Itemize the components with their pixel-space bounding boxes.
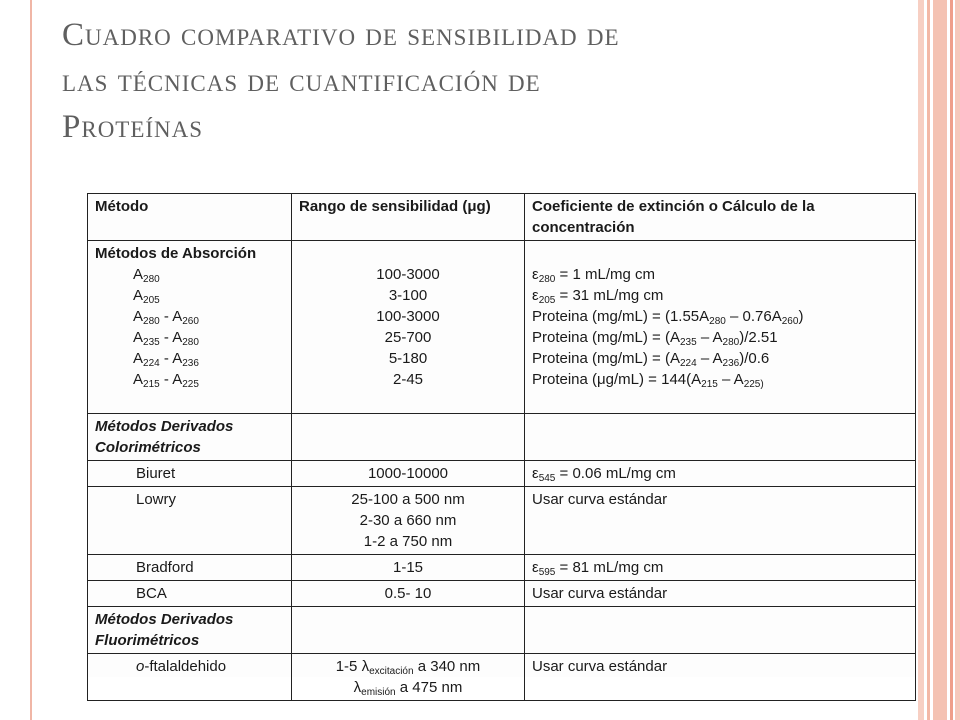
range-value: 25-700 — [384, 329, 432, 346]
method-o-ftalaldehido: o-ftalaldehido — [88, 654, 292, 701]
range-biuret: 1000-10000 — [292, 461, 525, 487]
coef-o-ftalaldehido: Usar curva estándar — [525, 654, 916, 701]
coef-lowry: Usar curva estándar — [525, 487, 916, 555]
group-label-fluorimetricos: Métodos Derivados Fluorimétricos — [88, 607, 292, 654]
absorcion-method-list — [95, 264, 284, 390]
range-value: 5-180 — [388, 350, 428, 367]
coef-line: Proteina $(mg/mL) = (1.55A_{280} - 0.76A_{260})$ — [532, 308, 804, 327]
group-label-colorimetricos: Métodos Derivados Colorimétricos — [88, 414, 292, 461]
method-biuret: Biuret — [88, 461, 292, 487]
title-line-2: las técnicas de cuantificación de — [62, 63, 541, 99]
range-bradford: 1-15 — [292, 555, 525, 581]
sensitivity-table — [87, 193, 916, 701]
coef-line: $\varepsilon_{280} = 1$ mL/mg cm — [532, 266, 655, 285]
coef-line: $\varepsilon_{205} = 31$ mL/mg cm — [532, 287, 664, 306]
sensitivity-table-image — [87, 193, 915, 698]
method-bradford: Bradford — [88, 555, 292, 581]
table-row — [88, 487, 916, 555]
table-row — [88, 555, 916, 581]
slide-right-stripes — [918, 0, 960, 720]
coef-line: Proteina $(mg/mL) = (A_{235} - A_{280})/2.51$ — [532, 329, 778, 348]
table-row-group-colorimetricos — [88, 414, 916, 461]
list-item: $A_{205}$ — [133, 287, 160, 306]
list-item: $A_{215} - A_{225}$ — [133, 371, 199, 390]
coef-biuret: $\varepsilon_{545} = 0.06$ mL/mg cm — [525, 461, 916, 487]
range-value: 2-45 — [392, 371, 424, 388]
table-row — [88, 581, 916, 607]
range-value: 3-100 — [388, 287, 428, 304]
absorcion-coef-cell — [525, 241, 916, 414]
coef-line: Proteina $(\mu g/mL) = 144(A_{215} - A_{225)}$ — [532, 371, 764, 390]
title-line-1: Cuadro comparativo de sensibilidad de — [62, 17, 620, 53]
coef-bca: Usar curva estándar — [525, 581, 916, 607]
table-row-group-fluorimetricos — [88, 607, 916, 654]
list-item: $A_{280}$ — [133, 266, 160, 285]
list-item: $A_{224} - A_{236}$ — [133, 350, 199, 369]
range-value: 100-3000 — [376, 308, 440, 325]
table-row — [88, 461, 916, 487]
coef-line: Proteina $(mg/mL) = (A_{224} - A_{236})/0.6$ — [532, 350, 770, 369]
table-row-absorcion — [88, 241, 916, 414]
slide-left-rule — [30, 0, 32, 720]
range-bca: 0.5- 10 — [292, 581, 525, 607]
table-row — [88, 654, 916, 701]
method-bca: BCA — [88, 581, 292, 607]
header-coef: Coeficiente de extinción o Cálculo de la concentración — [525, 194, 916, 241]
method-lowry: Lowry — [88, 487, 292, 555]
group-label-absorcion: Métodos de Absorción — [95, 245, 257, 262]
title-line-3: Proteínas — [62, 109, 204, 145]
slide-title — [62, 12, 882, 150]
header-metodo: Método — [88, 194, 292, 241]
list-item: $A_{280} - A_{260}$ — [133, 308, 199, 327]
header-rango: Rango de sensibilidad (μg) — [292, 194, 525, 241]
range-value: 100-3000 — [376, 266, 440, 283]
table-header-row — [88, 194, 916, 241]
absorcion-methods-cell — [88, 241, 292, 414]
absorcion-ranges-cell — [292, 241, 525, 414]
range-lowry: 25-100 a 500 nm 2-30 a 660 nm 1-2 a 750 nm — [292, 487, 525, 555]
list-item: $A_{235} - A_{280}$ — [133, 329, 199, 348]
coef-bradford: $\varepsilon_{595} = 81$ mL/mg cm — [525, 555, 916, 581]
range-o-ftalaldehido: 1-5 $\lambda_{excitación}$ a 340 nm $\lambda_{emisión}$ a 475 nm — [292, 654, 525, 701]
